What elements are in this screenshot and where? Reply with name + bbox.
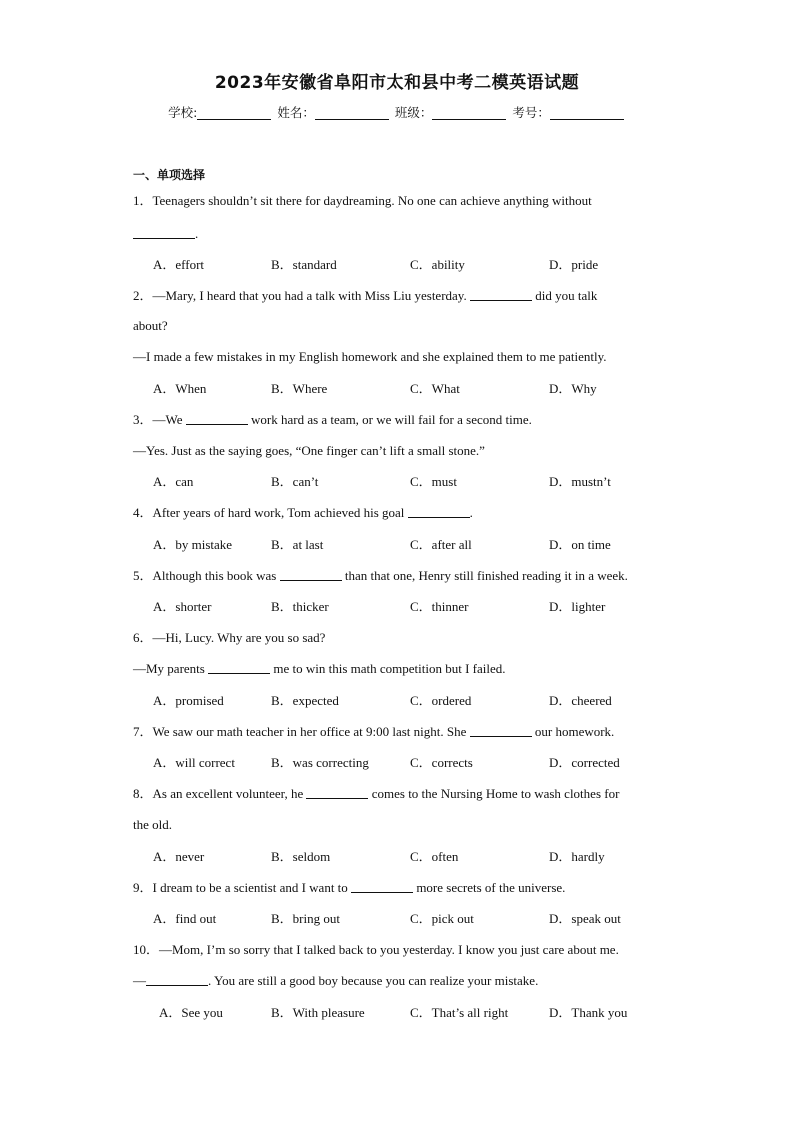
option-c: C．often (410, 849, 459, 864)
option-c: C．after all (410, 537, 472, 552)
question-9-line-1 (133, 880, 565, 896)
answer-blank (351, 880, 413, 893)
option-a: A．will correct (153, 755, 235, 770)
exam-number-blank (550, 105, 624, 120)
question-text: 2．—Mary, I heard that you had a talk with Miss Liu yesterday. (133, 288, 470, 303)
question-text: comes to the Nursing Home to wash clothes for (368, 786, 620, 801)
option-d: D．cheered (549, 693, 612, 708)
question-text: —Yes. Just as the saying goes, “One finger can’t lift a small stone.” (133, 443, 485, 458)
question-text: 5．Although this book was (133, 568, 280, 583)
option-b: B．seldom (271, 849, 331, 864)
answer-blank (133, 226, 195, 239)
exam-number-label: 考号： (512, 105, 550, 120)
option-a: A．shorter (153, 599, 212, 614)
question-text: did you talk (531, 288, 598, 303)
question-2-line-3 (133, 349, 607, 365)
option-b: B．standard (271, 257, 337, 272)
question-10-line-1 (133, 942, 619, 958)
student-info-row (0, 103, 794, 121)
option-c: C．What (410, 381, 460, 396)
option-d: D．on time (549, 537, 611, 552)
answer-blank (186, 412, 248, 425)
question-3-line-1 (133, 412, 532, 428)
question-text: 7．We saw our math teacher in her office at 9:00 last night. She (133, 724, 470, 739)
option-b: B．was correcting (271, 755, 369, 770)
question-text: than that one, Henry still finished reading it in a week. (341, 568, 628, 583)
question-1-line-1 (133, 193, 592, 209)
answer-blank (306, 786, 368, 799)
question-text: — (133, 973, 146, 988)
question-text: about? (133, 318, 168, 333)
question-5-line-1 (133, 568, 628, 584)
question-text: me to win this math competition but I failed. (270, 661, 506, 676)
option-d: D．mustn’t (549, 474, 611, 489)
question-6-line-2 (133, 661, 506, 677)
option-a: A．promised (153, 693, 224, 708)
option-a: A．by mistake (153, 537, 233, 552)
school-blank (197, 105, 271, 120)
option-b: B．at last (271, 537, 324, 552)
question-3-line-2 (133, 443, 485, 459)
question-text: —My parents (133, 661, 209, 676)
question-text: work hard as a team, or we will fail for a second time. (247, 412, 532, 427)
question-2-line-2 (133, 318, 168, 334)
option-a: A．See you (159, 1005, 223, 1020)
question-text: 6．—Hi, Lucy. Why are you so sad? (133, 630, 326, 645)
class-blank (432, 105, 506, 120)
question-7-line-1 (133, 724, 614, 740)
option-c: C．thinner (410, 599, 469, 614)
answer-blank (470, 724, 532, 737)
option-a: A．can (153, 474, 194, 489)
school-label: 学校: (168, 105, 198, 120)
answer-blank (470, 288, 532, 301)
page-title: 2023年安徽省阜阳市太和县中考二模英语试题 (214, 73, 580, 93)
question-4-line-1 (133, 505, 473, 521)
section-title: 一、单项选择 (133, 168, 206, 182)
option-b: B．thicker (271, 599, 329, 614)
question-text: more secrets of the universe. (413, 880, 566, 895)
question-text: . (195, 226, 199, 241)
option-d: D．corrected (549, 755, 620, 770)
option-d: D．hardly (549, 849, 605, 864)
answer-blank (408, 505, 470, 518)
option-b: B．bring out (271, 911, 340, 926)
class-label: 班级： (394, 105, 433, 120)
option-b: B．can’t (271, 474, 319, 489)
option-d: D．Why (549, 381, 597, 396)
name-label: 姓名： (277, 105, 315, 120)
question-text: . (469, 505, 473, 520)
option-d: D．lighter (549, 599, 606, 614)
option-c: C．That’s all right (410, 1005, 509, 1020)
option-c: C．ability (410, 257, 465, 272)
option-a: A．When (153, 381, 207, 396)
option-a: A．effort (153, 257, 205, 272)
question-10-line-2 (133, 973, 538, 989)
answer-blank (146, 973, 208, 986)
question-2-line-1 (133, 288, 597, 304)
name-blank (315, 105, 389, 120)
answer-blank (280, 568, 342, 581)
option-a: A．find out (153, 911, 217, 926)
question-8-line-1 (133, 786, 619, 802)
option-a: A．never (153, 849, 205, 864)
question-text: 9．I dream to be a scientist and I want to (133, 880, 352, 895)
question-text: 8．As an excellent volunteer, he (133, 786, 307, 801)
option-b: B．Where (271, 381, 328, 396)
question-text: 3．—We (133, 412, 186, 427)
option-c: C．must (410, 474, 457, 489)
option-d: D．pride (549, 257, 599, 272)
question-text: —I made a few mistakes in my English homework and she explained them to me patiently. (133, 349, 607, 364)
option-c: C．corrects (410, 755, 473, 770)
option-c: C．ordered (410, 693, 472, 708)
option-b: B．expected (271, 693, 339, 708)
question-text: 4．After years of hard work, Tom achieved his goal (133, 505, 408, 520)
question-text: . You are still a good boy because you can realize your mistake. (208, 973, 539, 988)
question-text: 10．—Mom, I’m so sorry that I talked back to you yesterday. I know you just care about me. (133, 942, 619, 957)
option-b: B．With pleasure (271, 1005, 365, 1020)
option-d: D．Thank you (549, 1005, 628, 1020)
answer-blank (208, 661, 270, 674)
question-6-line-1 (133, 630, 325, 646)
question-text: the old. (133, 817, 172, 832)
question-1-line-2 (133, 226, 198, 242)
question-text: 1．Teenagers shouldn’t sit there for daydreaming. No one can achieve anything without (133, 193, 592, 208)
option-c: C．pick out (410, 911, 474, 926)
question-8-line-2 (133, 817, 172, 833)
option-d: D．speak out (549, 911, 621, 926)
question-text: our homework. (531, 724, 615, 739)
